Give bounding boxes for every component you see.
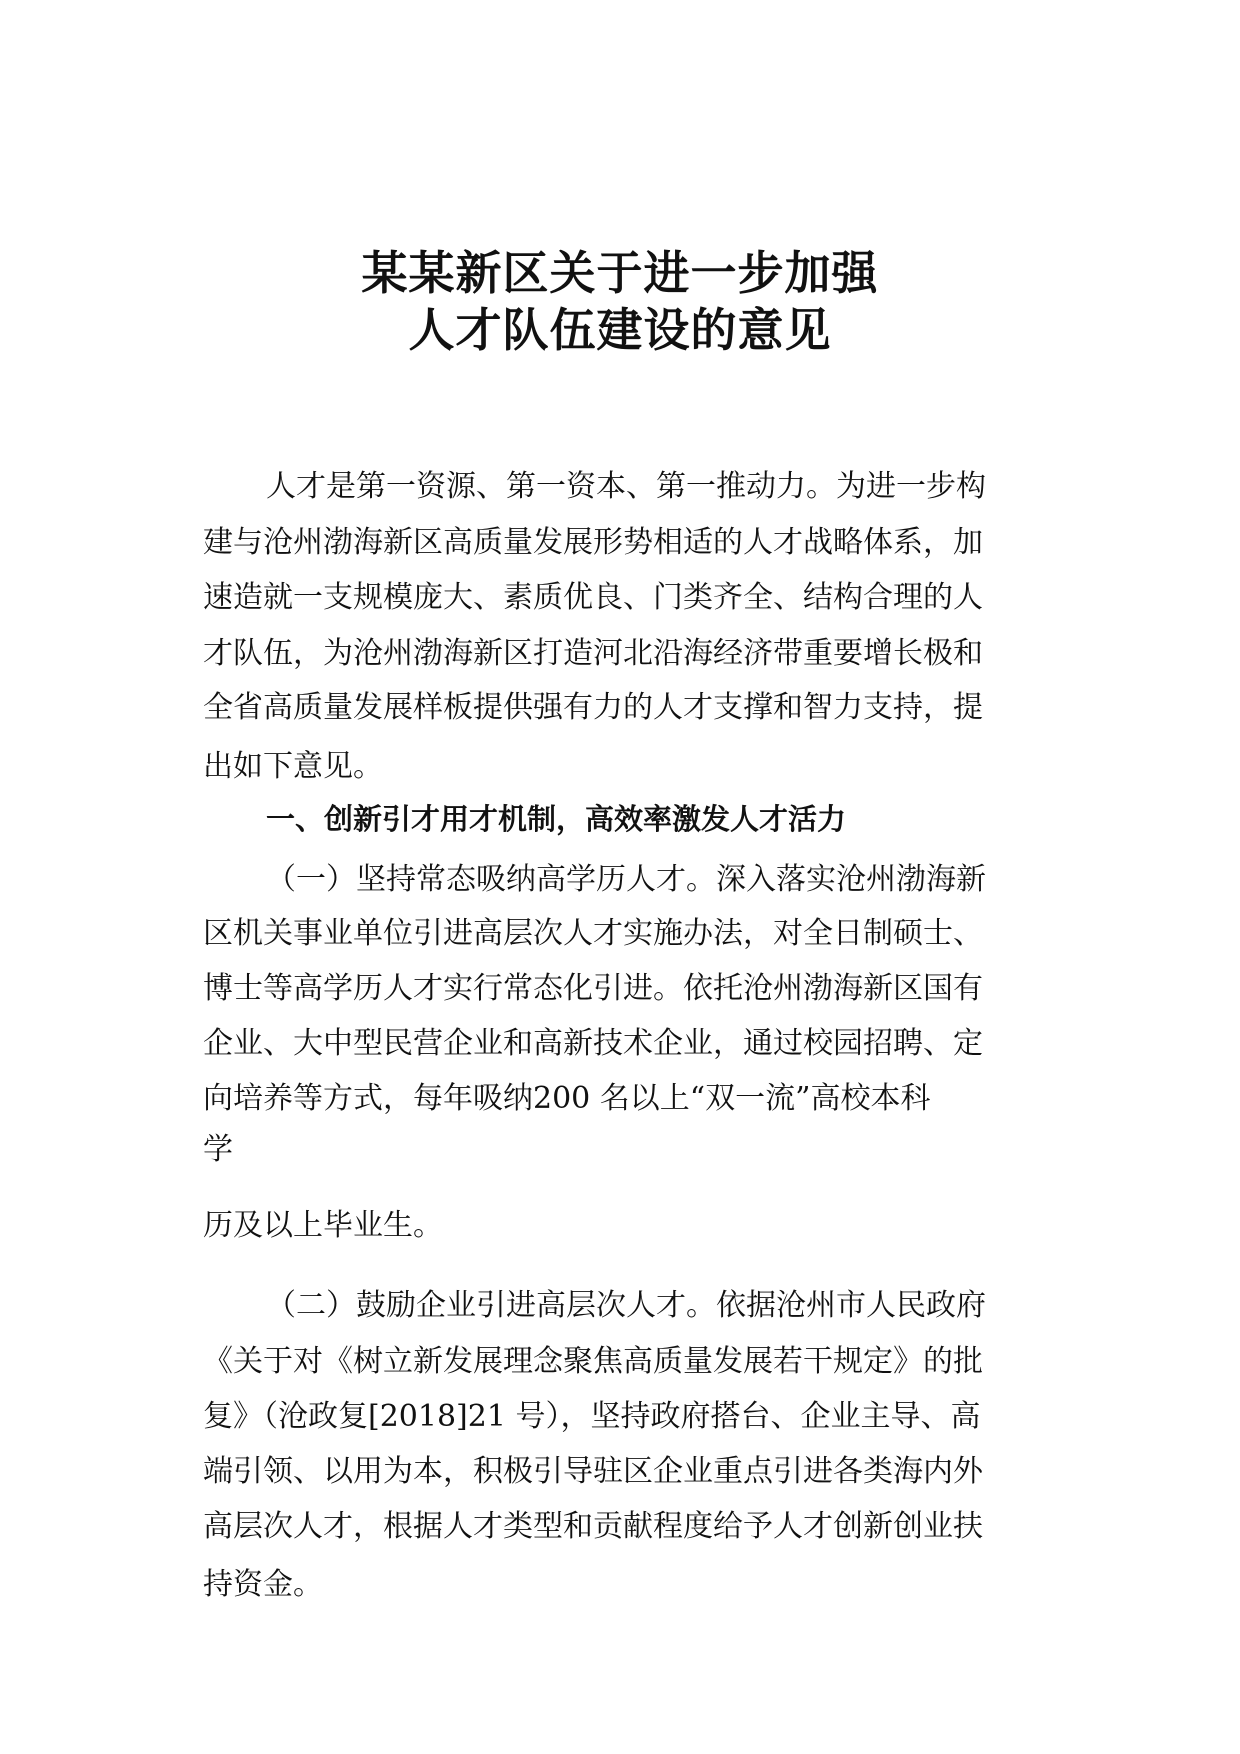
item-1-line: 企业、大中型民营企业和高新技术企业，通过校园招聘、定	[203, 1026, 983, 1061]
item-2-line: 高层次人才，根据人才类型和贡献程度给予人才创新创业扶	[203, 1509, 983, 1544]
item-2-line: 持资金。	[203, 1567, 323, 1602]
section-heading: 一、创新引才用才机制，高效率激发人才活力	[266, 802, 847, 836]
item-1-line: 博士等高学历人才实行常态化引进。依托沧州渤海新区国有	[203, 971, 983, 1006]
intro-line: 速造就一支规模庞大、素质优良、门类齐全、结构合理的人	[203, 580, 983, 615]
item-1-line: 区机关事业单位引进高层次人才实施办法，对全日制硕士、	[203, 916, 983, 951]
item-2-line: （二）鼓励企业引进高层次人才。依据沧州市人民政府	[266, 1288, 986, 1323]
intro-line: 才队伍，为沧州渤海新区打造河北沿海经济带重要增长极和	[203, 636, 983, 671]
intro-line: 出如下意见。	[203, 749, 383, 784]
item-2-line: 复》（沧政复[2018]21 号），坚持政府搭台、企业主导、高	[203, 1399, 981, 1434]
item-1-line: 向培养等方式，每年吸纳200 名以上“双一流”高校本科	[203, 1081, 931, 1116]
document-title-line-1: 某某新区关于进一步加强	[361, 246, 879, 300]
item-1-line: （一）坚持常态吸纳高学历人才。深入落实沧州渤海新	[266, 862, 986, 897]
intro-line: 全省高质量发展样板提供强有力的人才支撑和智力支持，提	[203, 690, 983, 725]
intro-line: 人才是第一资源、第一资本、第一推动力。为进一步构	[266, 469, 986, 504]
document-title-line-2: 人才队伍建设的意见	[408, 303, 832, 357]
item-2-line: 《关于对《树立新发展理念聚焦高质量发展若干规定》的批	[203, 1344, 983, 1379]
item-1-line: 历及以上毕业生。	[203, 1208, 443, 1243]
item-2-line: 端引领、以用为本，积极引导驻区企业重点引进各类海内外	[203, 1454, 983, 1489]
intro-line: 建与沧州渤海新区高质量发展形势相适的人才战略体系，加	[203, 525, 983, 560]
item-1-line: 学	[203, 1132, 233, 1167]
